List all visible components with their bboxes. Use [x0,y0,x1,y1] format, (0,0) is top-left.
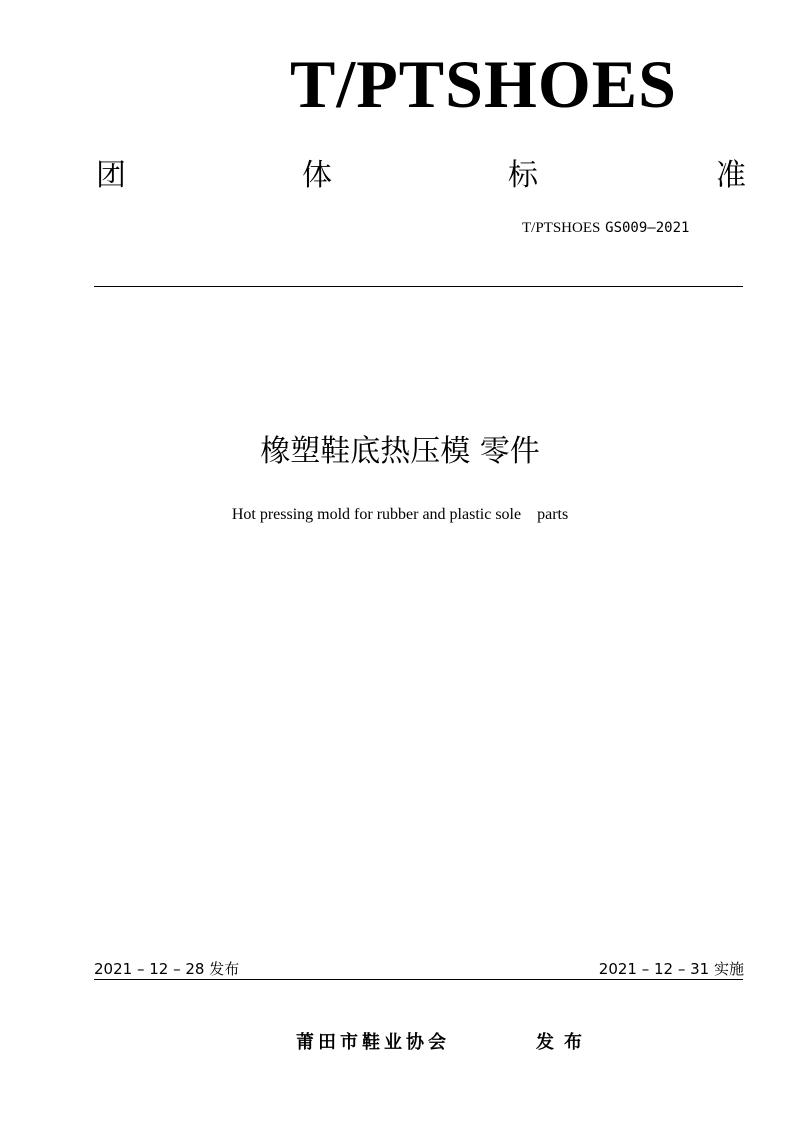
standard-number [522,216,772,239]
date-divider [94,979,743,980]
document-title-chinese: 橡塑鞋底热压模 零件 [260,434,540,469]
implementation-date: 2021 – 12 – 31 实施 [598,960,744,978]
doc-type-char-4: 准 [716,158,746,193]
publish-date: 2021 – 12 – 28 发布 [94,960,240,978]
doc-type-char-1: 团 [96,158,126,193]
standard-logo: T/PTSHOES [290,46,677,122]
issuing-organization: 莆田市鞋业协会 [296,1032,450,1053]
standard-prefix: T/PTSHOES [522,220,601,236]
standard-code: GS009—2021 [605,220,690,236]
doc-type-char-3: 标 [508,158,538,193]
document-title-english: Hot pressing mold for rubber and plastic sole parts [231,506,569,523]
header-divider [94,286,743,287]
issue-label: 发布 [536,1032,592,1053]
doc-type-char-2: 体 [302,158,332,193]
